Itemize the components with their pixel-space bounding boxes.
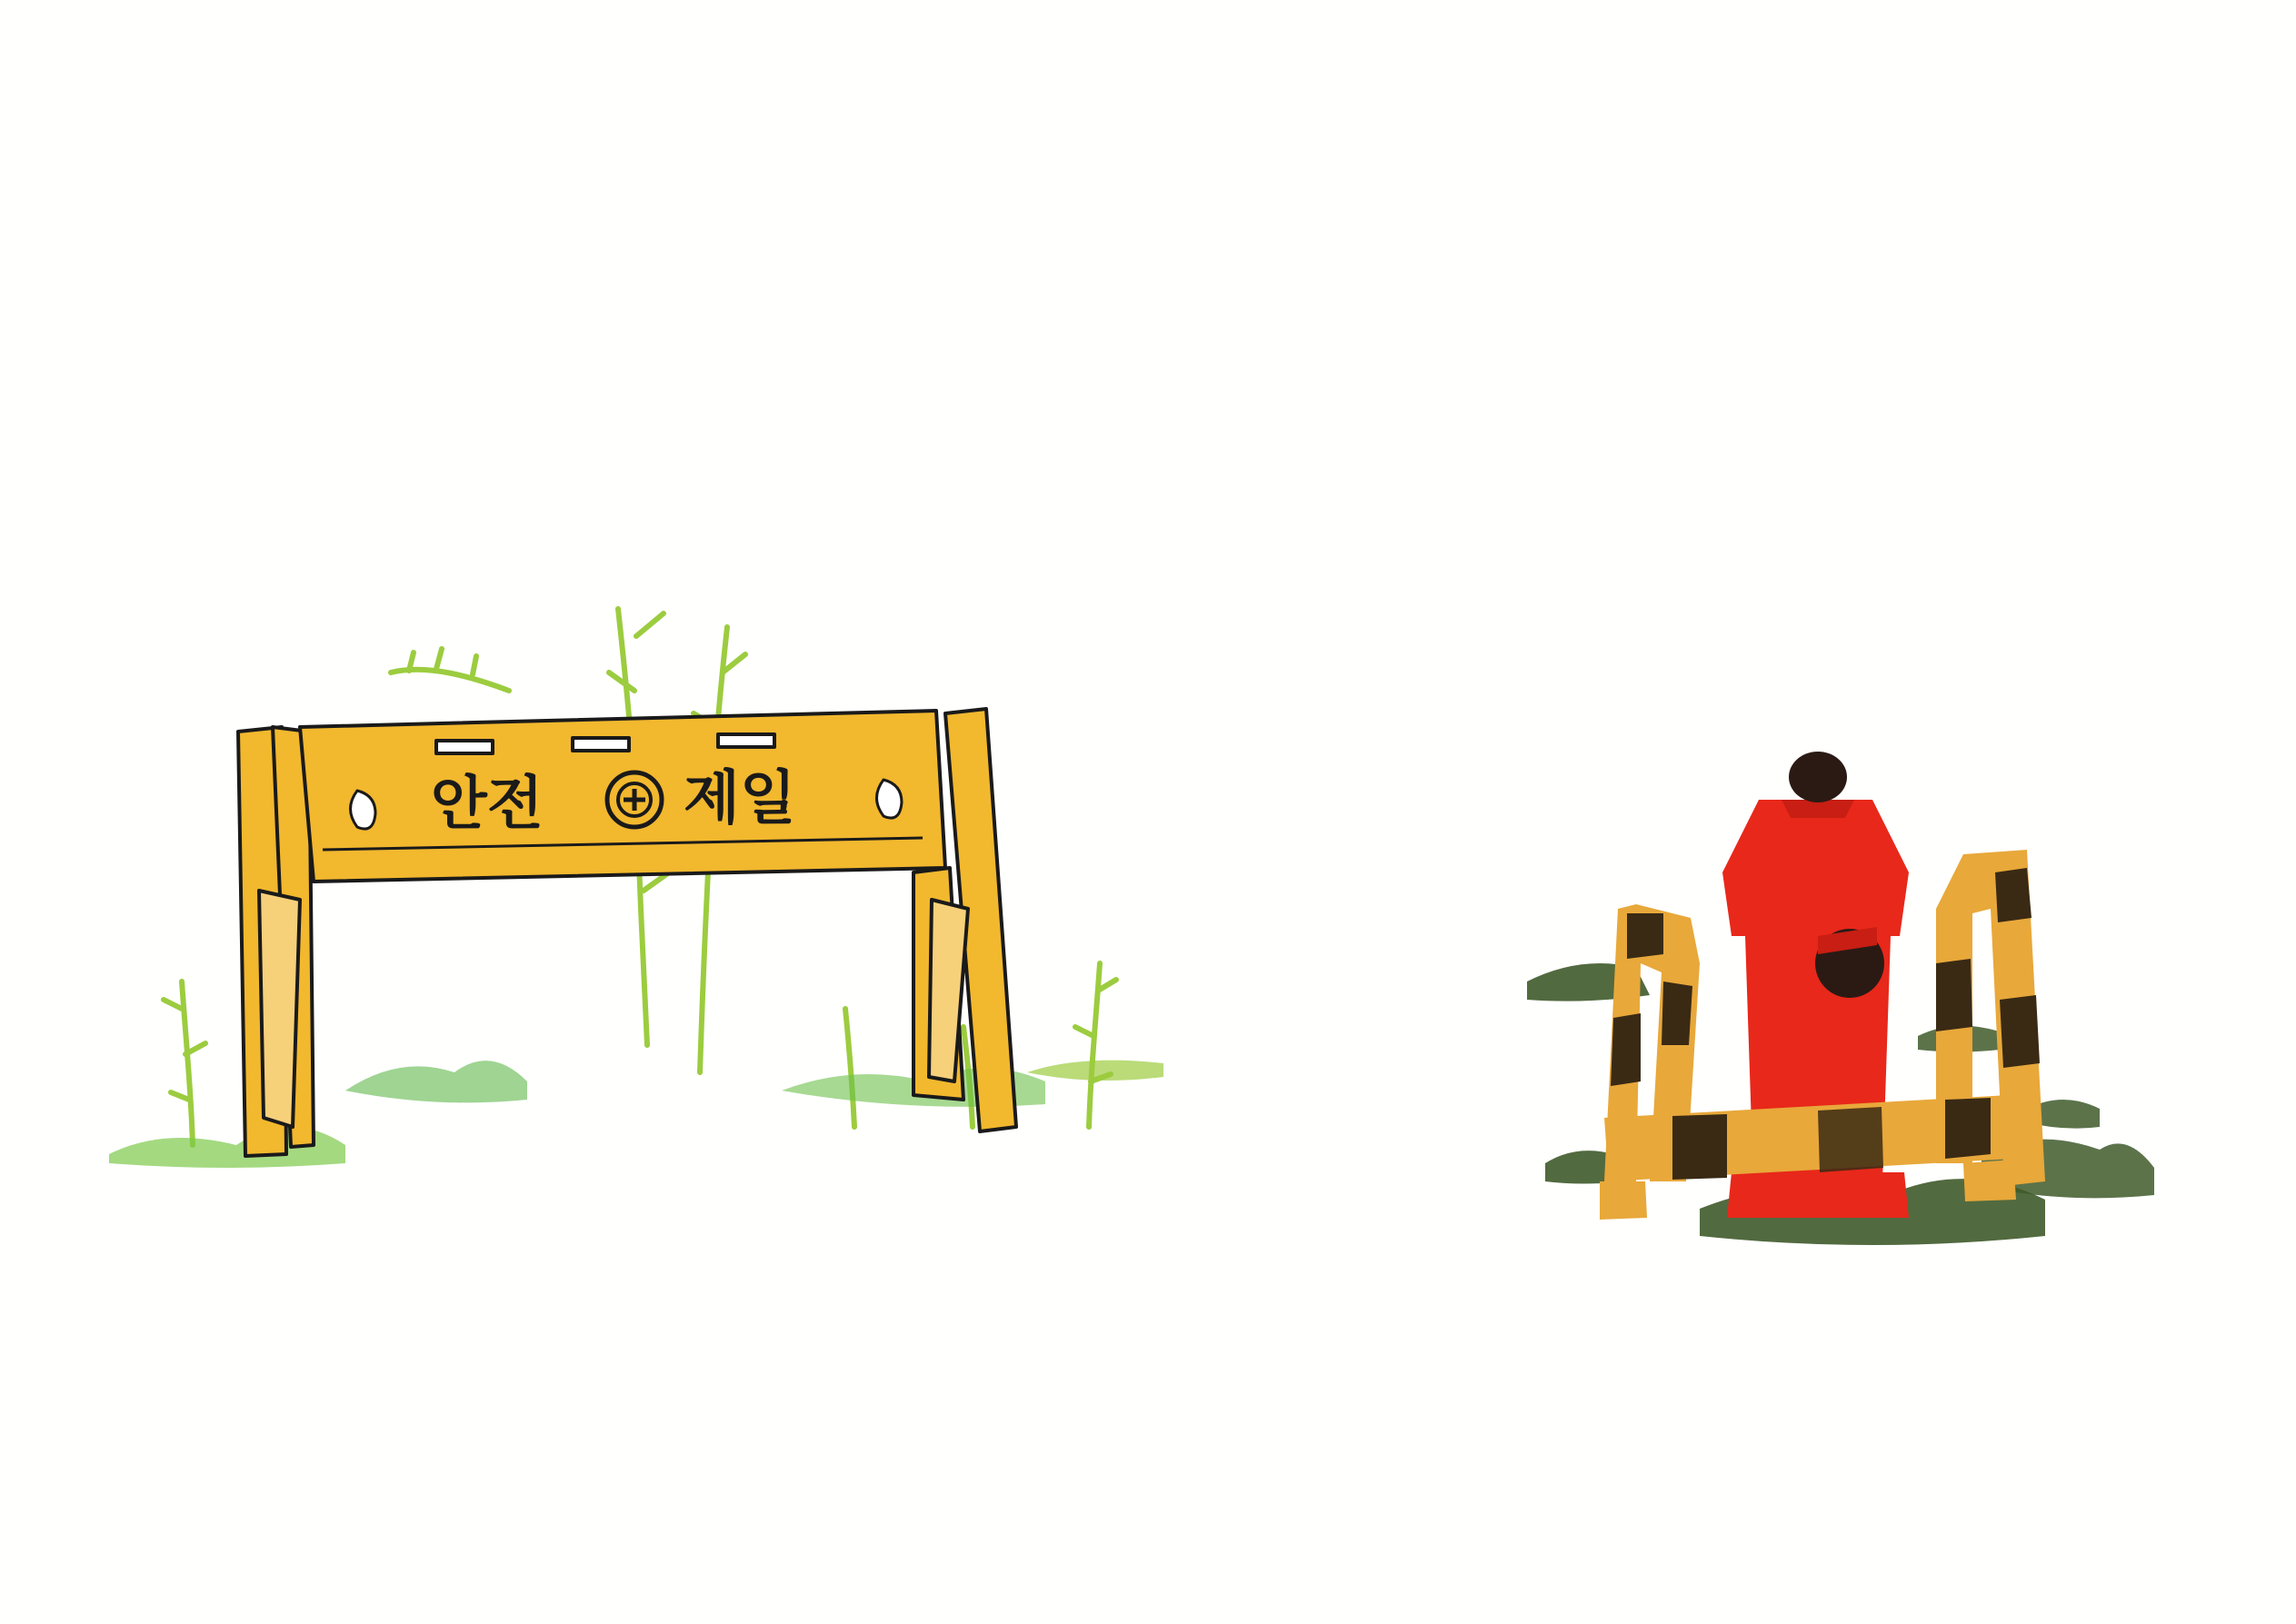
sign-word-right: 제일 — [684, 765, 796, 832]
hydrant-cap — [1789, 752, 1847, 802]
sign-word-left: 안전 — [431, 771, 544, 838]
